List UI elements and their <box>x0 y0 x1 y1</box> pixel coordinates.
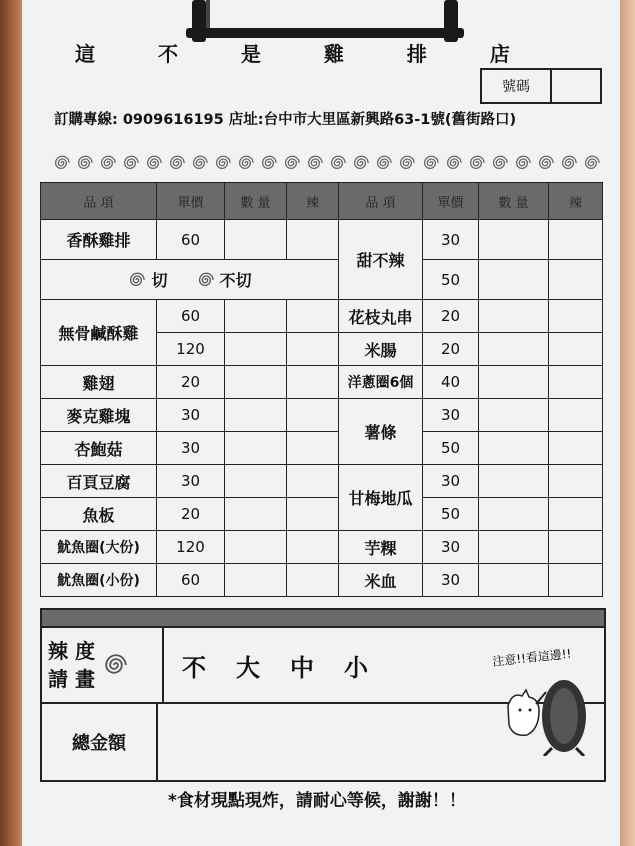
shop-title: 這 不 是 雞 排 店 <box>75 42 538 66</box>
table-row <box>41 366 603 399</box>
table-row <box>41 432 603 465</box>
table-row <box>41 465 603 498</box>
qty-cell[interactable] <box>225 531 287 564</box>
qty-cell[interactable] <box>225 498 287 531</box>
qty-cell[interactable] <box>225 564 287 597</box>
qty-cell[interactable] <box>479 399 549 432</box>
qty-cell[interactable] <box>225 300 287 333</box>
item-name: 芋粿 <box>339 531 423 564</box>
spicy-cell[interactable] <box>549 260 603 300</box>
qty-cell[interactable] <box>479 432 549 465</box>
contact-line: 訂購專線: 0909616195 店址:台中市大里區新興路63-1號(舊街路口) <box>54 112 517 128</box>
item-name: 花枝丸串 <box>339 300 423 333</box>
spiral-icon <box>101 652 127 678</box>
item-name: 百頁豆腐 <box>41 465 157 498</box>
spiral-icon <box>490 154 508 172</box>
item-name: 洋蔥圈6個 <box>339 366 423 399</box>
order-number-label: 號碼 <box>482 70 552 102</box>
spicy-cell[interactable] <box>549 498 603 531</box>
item-name: 魷魚圈(大份) <box>41 531 157 564</box>
spiral-icon <box>444 154 462 172</box>
spicy-cell[interactable] <box>549 366 603 399</box>
menu-table <box>40 182 603 597</box>
qty-cell[interactable] <box>225 366 287 399</box>
qty-cell[interactable] <box>479 531 549 564</box>
spiral-icon <box>374 154 392 172</box>
spiral-icon <box>52 154 70 172</box>
item-name: 米血 <box>339 564 423 597</box>
qty-cell[interactable] <box>479 465 549 498</box>
spiral-icon <box>167 154 185 172</box>
spicy-cell[interactable] <box>549 531 603 564</box>
table-row <box>41 531 603 564</box>
spiral-icon <box>513 154 531 172</box>
spicy-cell[interactable] <box>287 333 339 366</box>
table-row <box>41 300 603 333</box>
cartoon-caption: 注意!!看這邊!! <box>491 646 572 669</box>
spiral-icon <box>397 154 415 172</box>
spiral-icon <box>536 154 554 172</box>
spiral-icon <box>467 154 485 172</box>
table-row <box>41 260 603 300</box>
spicy-cell[interactable] <box>549 220 603 260</box>
header-price: 單價 <box>423 183 479 220</box>
table-row <box>41 498 603 531</box>
item-price: 30 <box>157 432 225 465</box>
table-row <box>41 220 603 260</box>
spicy-cell[interactable] <box>549 432 603 465</box>
spicy-label-line1: 辣 度 <box>48 639 95 663</box>
item-price: 20 <box>423 333 479 366</box>
qty-cell[interactable] <box>479 366 549 399</box>
table-header-row <box>41 183 603 220</box>
qty-cell[interactable] <box>479 564 549 597</box>
item-name: 麥克雞塊 <box>41 399 157 432</box>
qty-cell[interactable] <box>479 333 549 366</box>
spicy-cell[interactable] <box>287 465 339 498</box>
total-label: 總金額 <box>42 704 158 780</box>
item-price: 20 <box>157 498 225 531</box>
spicy-cell[interactable] <box>287 531 339 564</box>
spicy-cell[interactable] <box>549 399 603 432</box>
qty-cell[interactable] <box>225 465 287 498</box>
item-price: 120 <box>157 531 225 564</box>
spiral-icon <box>98 154 116 172</box>
spicy-cell[interactable] <box>287 399 339 432</box>
item-price: 40 <box>423 366 479 399</box>
cut-option-cell[interactable] <box>41 260 339 300</box>
spiral-icon <box>305 154 323 172</box>
qty-cell[interactable] <box>225 333 287 366</box>
spiral-icon <box>196 271 214 289</box>
header-qty: 數 量 <box>225 183 287 220</box>
spicy-cell[interactable] <box>549 333 603 366</box>
item-name: 魚板 <box>41 498 157 531</box>
spicy-cell[interactable] <box>549 300 603 333</box>
spicy-cell[interactable] <box>287 498 339 531</box>
spiral-icon <box>213 154 231 172</box>
spiral-icon <box>559 154 577 172</box>
cut-label: 切 <box>151 271 168 290</box>
spiral-icon <box>190 154 208 172</box>
qty-cell[interactable] <box>225 220 287 260</box>
item-price: 120 <box>157 333 225 366</box>
spiral-icon <box>121 154 139 172</box>
item-name: 香酥雞排 <box>41 220 157 260</box>
order-number-field[interactable] <box>552 70 600 102</box>
spicy-cell[interactable] <box>549 465 603 498</box>
order-number-box <box>480 68 602 104</box>
item-price: 20 <box>157 366 225 399</box>
clipboard-edge-left <box>0 0 24 846</box>
header-price: 單價 <box>157 183 225 220</box>
spiral-icon <box>421 154 439 172</box>
qty-cell[interactable] <box>479 260 549 300</box>
item-name: 杏鮑菇 <box>41 432 157 465</box>
table-row <box>41 564 603 597</box>
item-price: 30 <box>423 564 479 597</box>
spicy-cell[interactable] <box>549 564 603 597</box>
item-name: 甜不辣 <box>339 220 423 300</box>
qty-cell[interactable] <box>479 220 549 260</box>
table-row <box>41 399 603 432</box>
spicy-cell[interactable] <box>287 300 339 333</box>
item-price: 30 <box>157 465 225 498</box>
spiral-icon <box>351 154 369 172</box>
spicy-level-label <box>42 628 164 702</box>
header-spicy: 辣 <box>287 183 339 220</box>
spiral-icon <box>582 154 600 172</box>
no-cut-label: 不切 <box>219 271 252 290</box>
item-price: 60 <box>157 220 225 260</box>
item-price: 30 <box>423 220 479 260</box>
item-price: 60 <box>157 300 225 333</box>
header-spicy: 辣 <box>549 183 603 220</box>
item-price: 30 <box>423 465 479 498</box>
item-price: 60 <box>157 564 225 597</box>
item-name: 雞翅 <box>41 366 157 399</box>
footer-note: *食材現點現炸，請耐心等候，謝謝！！ <box>168 791 466 811</box>
item-name: 魷魚圈(小份) <box>41 564 157 597</box>
spiral-icon <box>236 154 254 172</box>
item-price: 30 <box>423 531 479 564</box>
spiral-icon <box>259 154 277 172</box>
item-price: 50 <box>423 498 479 531</box>
item-price: 30 <box>157 399 225 432</box>
item-name: 米腸 <box>339 333 423 366</box>
spicy-cell[interactable] <box>287 366 339 399</box>
item-price: 50 <box>423 432 479 465</box>
cat-drum-illustration <box>488 636 600 756</box>
spiral-icon <box>144 154 162 172</box>
spicy-cell[interactable] <box>287 220 339 260</box>
item-name: 無骨鹹酥雞 <box>41 300 157 366</box>
gray-divider <box>42 610 604 628</box>
spiral-divider <box>52 154 600 176</box>
qty-cell[interactable] <box>225 399 287 432</box>
qty-cell[interactable] <box>225 432 287 465</box>
item-name: 甘梅地瓜 <box>339 465 423 531</box>
header-item: 品 項 <box>339 183 423 220</box>
spicy-cell[interactable] <box>287 564 339 597</box>
spiral-icon <box>282 154 300 172</box>
spiral-icon <box>75 154 93 172</box>
spiral-icon <box>328 154 346 172</box>
item-price: 50 <box>423 260 479 300</box>
qty-cell[interactable] <box>479 498 549 531</box>
spicy-label-line2: 請 畫 <box>48 667 95 691</box>
spicy-level-options[interactable]: 不大中小 <box>182 653 398 682</box>
spiral-icon <box>127 271 145 289</box>
item-price: 20 <box>423 300 479 333</box>
header-item: 品 項 <box>41 183 157 220</box>
qty-cell[interactable] <box>479 300 549 333</box>
header-qty: 數 量 <box>479 183 549 220</box>
spicy-cell[interactable] <box>287 432 339 465</box>
item-price: 30 <box>423 399 479 432</box>
item-name: 薯條 <box>339 399 423 465</box>
